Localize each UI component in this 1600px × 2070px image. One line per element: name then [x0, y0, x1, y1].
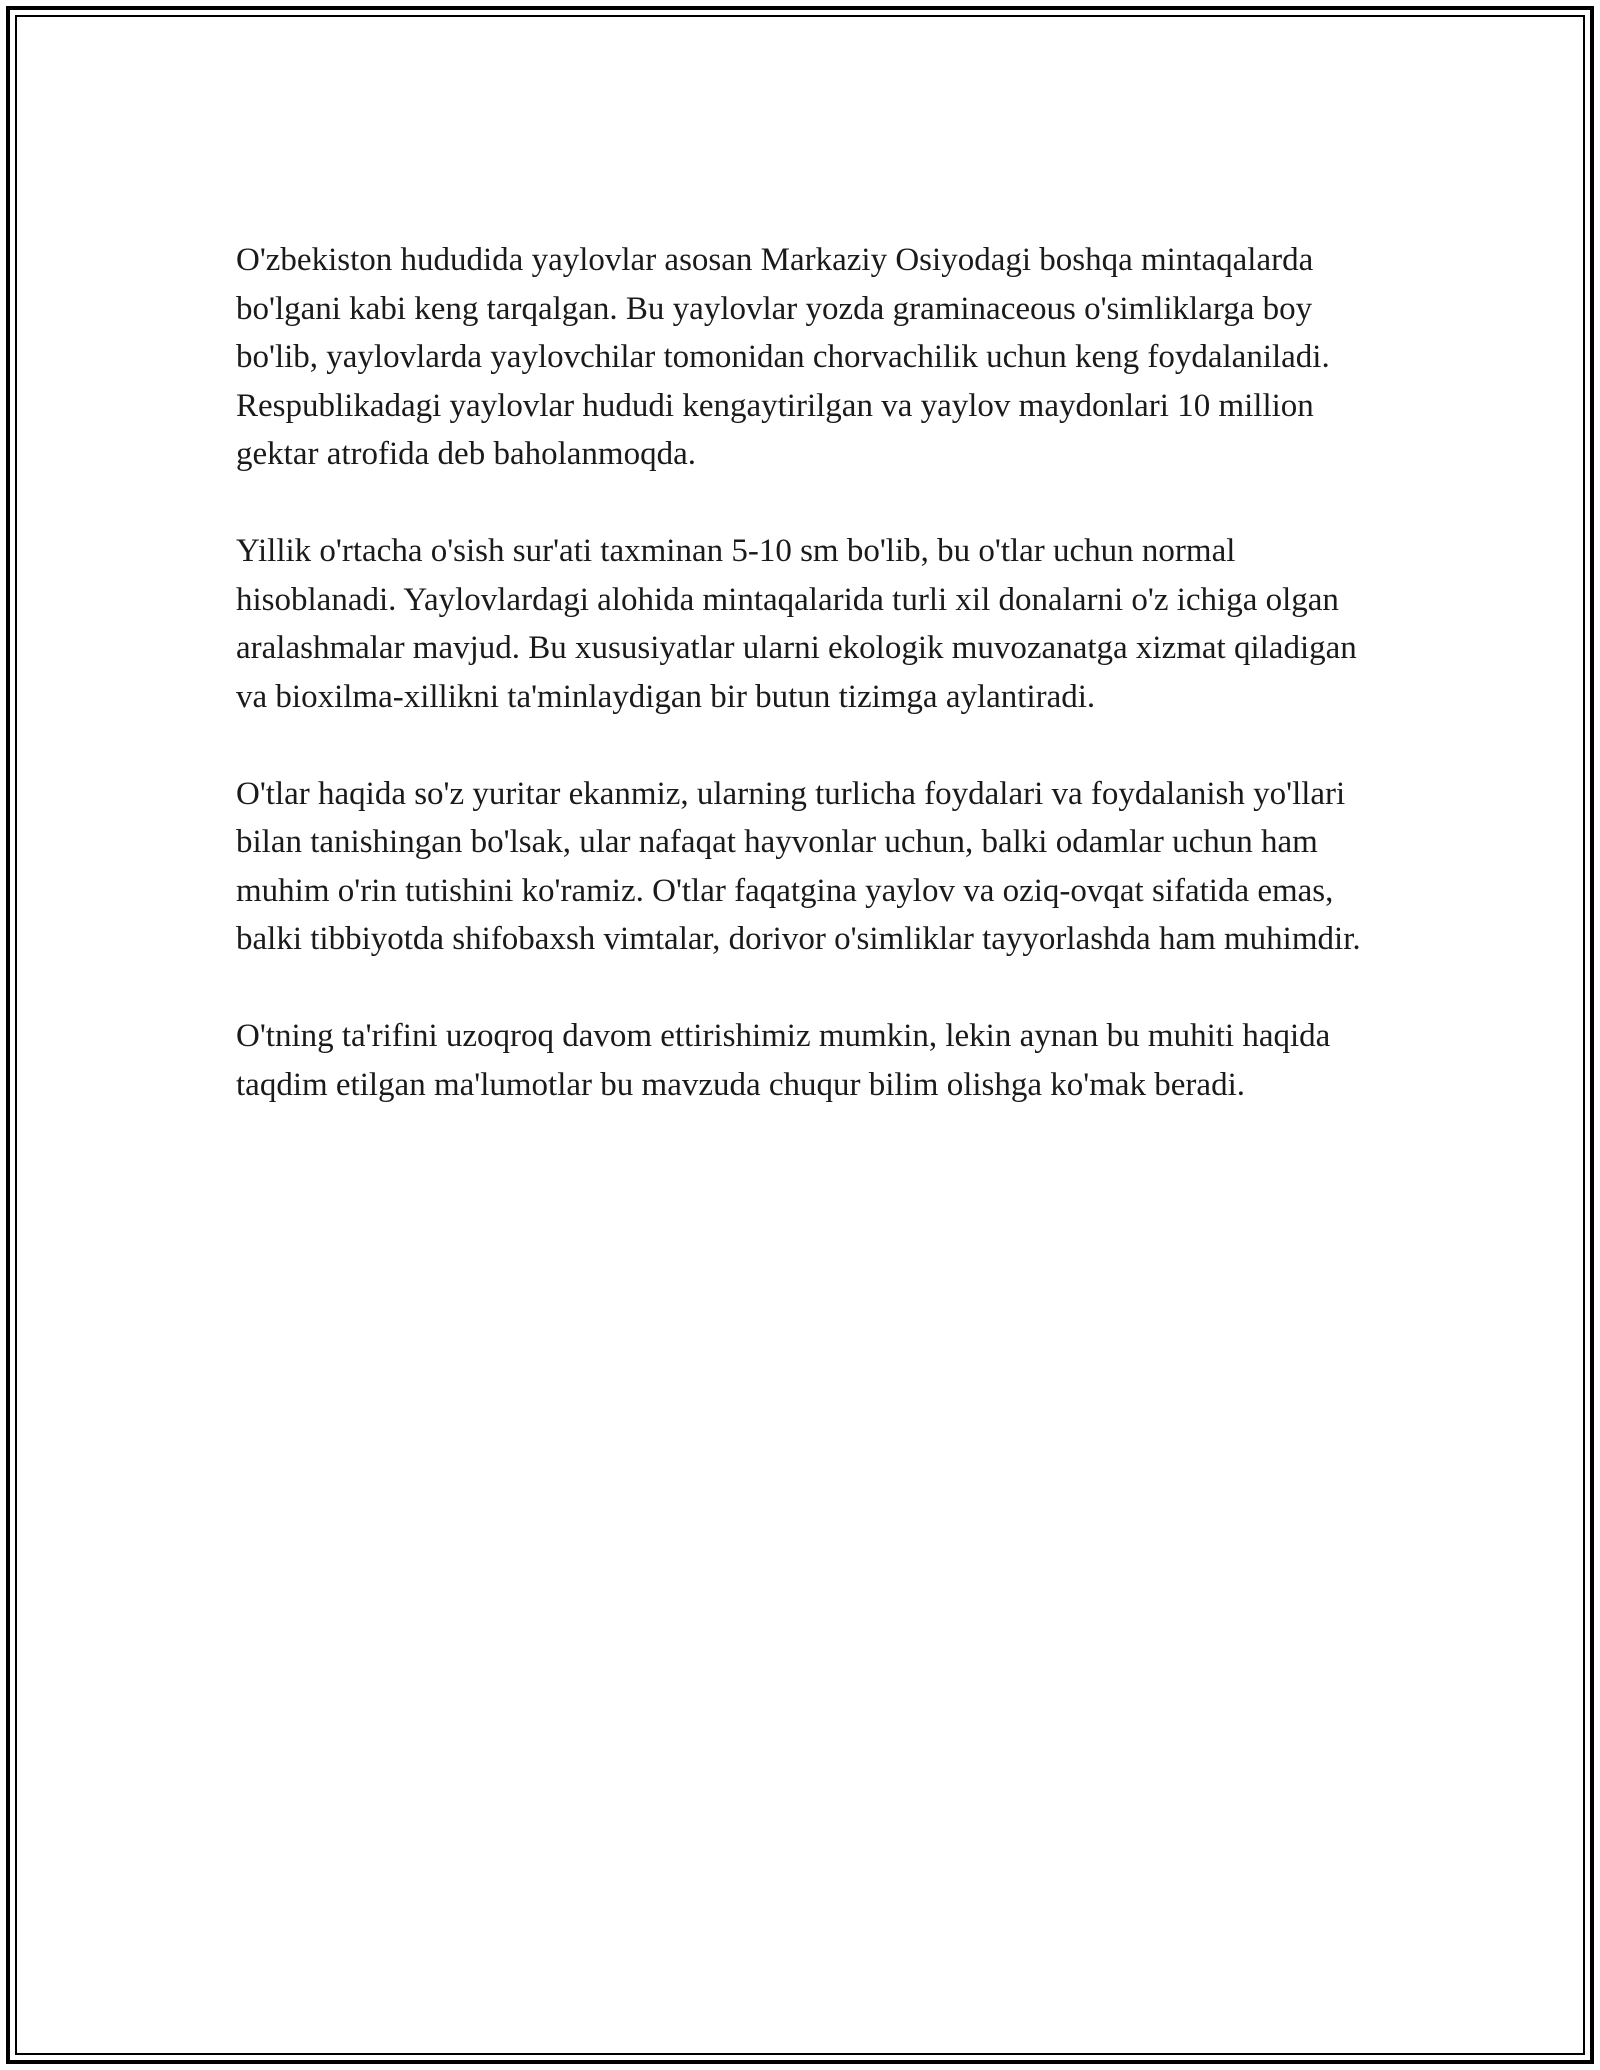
paragraph-2: Yillik o'rtacha o'sish sur'ati taxminan 5-10 sm bo'lib, bu o'tlar uchun normal hisoblanadi. Yaylovlardagi alohida mintaqalarida turli xil donalarni o'z ichiga olgan aralashmalar mavjud. Bu xususiyatlar ularni ekologik muvozanatga xizmat qiladigan va bioxilma-xillikni ta'minlaydigan bir butun tizimga aylantiradi.	[236, 533, 1357, 715]
document-body	[236, 236, 1366, 1158]
paragraph-1: O'zbekiston hududida yaylovlar asosan Markaziy Osiyodagi boshqa mintaqalarda bo'lgani kabi keng tarqalgan. Bu yaylovlar yozda graminaceous o'simliklarga boy bo'lib, yaylovlarda yaylovchilar tomonidan chorvachilik uchun keng foydalaniladi. Respublikadagi yaylovlar hududi kengaytirilgan va yaylov maydonlari 10 million gektar atrofida deb baholanmoqda.	[236, 242, 1330, 472]
paragraph-4: O'tning ta'rifini uzoqroq davom ettirishimiz mumkin, lekin aynan bu muhiti haqida taqdim etilgan ma'lumotlar bu mavzuda chuqur bilim olishga ko'mak beradi.	[236, 1018, 1331, 1103]
paragraph-3: O'tlar haqida so'z yuritar ekanmiz, ularning turlicha foydalari va foydalanish yo'llari bilan tanishingan bo'lsak, ular nafaqat hayvonlar uchun, balki odamlar uchun ham muhim o'rin tutishini ko'ramiz. O'tlar faqatgina yaylov va oziq-ovqat sifatida emas, balki tibbiyotda shifobaxsh vimtalar, dorivor o'simliklar tayyorlashda ham muhimdir.	[236, 775, 1361, 957]
